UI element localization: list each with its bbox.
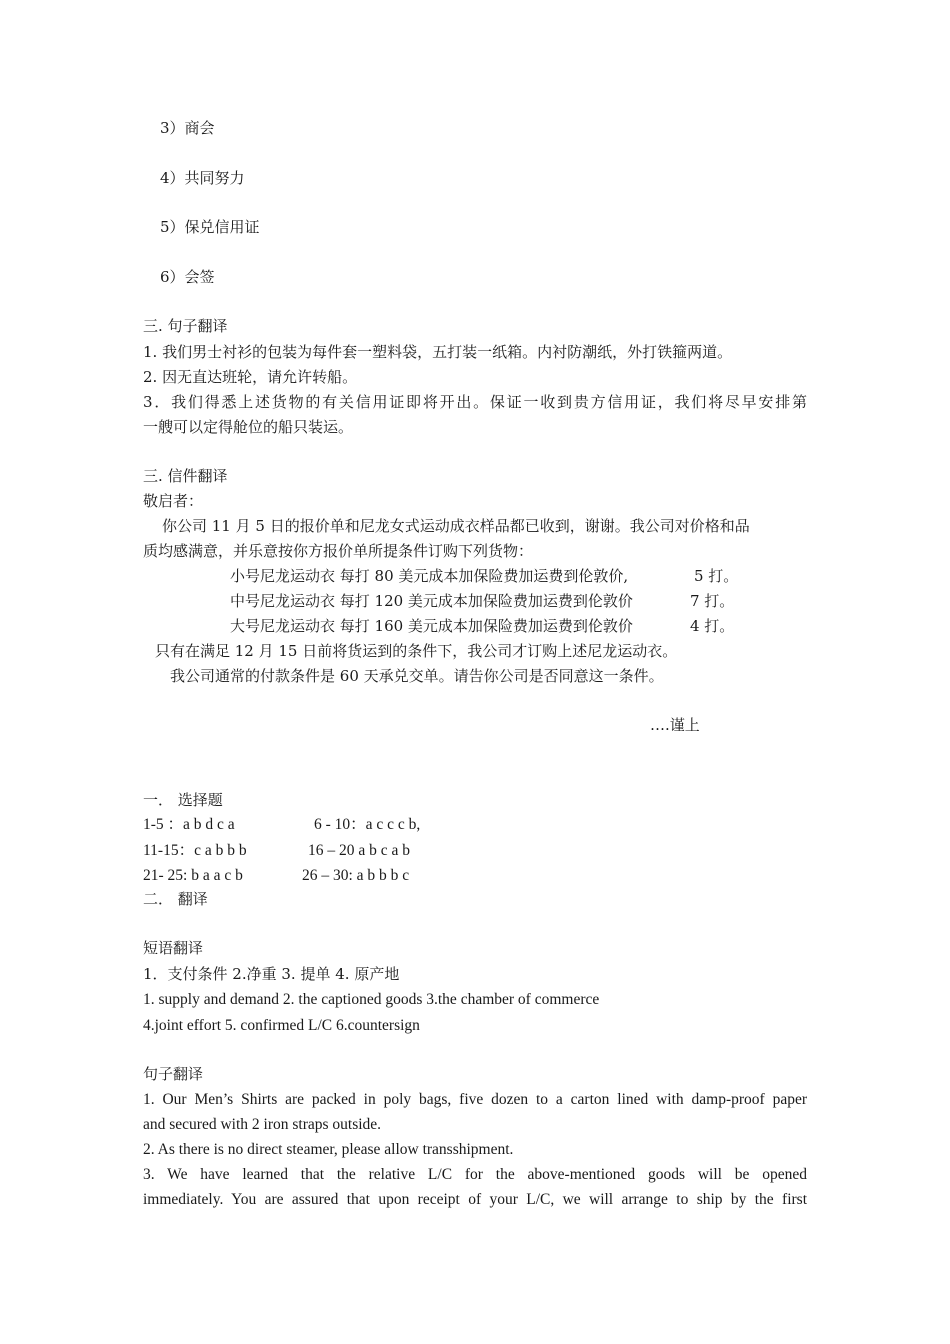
sentence-answer-2: 2. As there is no direct steamer, please allow transshipment. bbox=[143, 1141, 514, 1158]
letter-paragraph-3: 我公司通常的付款条件是 60 天承兑交单。请告你公司是否同意这一条件。 bbox=[170, 667, 664, 685]
choice-answers-16-20: 16 – 20 a b c a b bbox=[308, 842, 411, 859]
answers-heading-choice: 一． 选择题 bbox=[143, 791, 223, 809]
sentence-1: 1. 我们男士衬衫的包装为每件套一塑料袋，五打装一纸箱。内衬防潮纸，外打铁箍两道。 bbox=[143, 343, 733, 361]
sentence-answer-1-line-2: and secured with 2 iron straps outside. bbox=[143, 1116, 382, 1133]
sentence-answer-1-line-1: 1. Our Men’s Shirts are packed in poly bags, five dozen to a carton lined with damp-proof paper bbox=[143, 1091, 807, 1108]
letter-paragraph-1-line-1: 你公司 11 月 5 日的报价单和尼龙女式运动成衣样品都已收到，谢谢。我公司对价格和品 bbox=[162, 517, 750, 535]
order-item-small-qty: 5 打。 bbox=[694, 567, 739, 585]
order-item-medium: 中号尼龙运动衣 每打 120 美元成本加保险费加运费到伦敦价 bbox=[230, 592, 633, 610]
choice-answers-11-15: 11-15：c a b b b bbox=[143, 842, 247, 859]
phrase-answers-en-1: 1. supply and demand 2. the captioned goods 3.the chamber of commerce bbox=[143, 991, 600, 1008]
phrase-item-6: 6）会签 bbox=[160, 268, 215, 286]
sentence-translation-heading: 句子翻译 bbox=[143, 1065, 204, 1083]
phrase-item-4: 4）共同努力 bbox=[160, 169, 245, 187]
answers-heading-translation: 二． 翻译 bbox=[143, 890, 208, 908]
phrase-answers-cn: 1．支付条件 2.净重 3. 提单 4. 原产地 bbox=[143, 965, 400, 983]
letter-paragraph-2: 只有在满足 12 月 15 日前将货运到的条件下，我公司才订购上述尼龙运动衣。 bbox=[155, 642, 678, 660]
sentence-3-line-1: 3．我们得悉上述货物的有关信用证即将开出。保证一收到贵方信用证，我们将尽早安排第 bbox=[143, 393, 807, 411]
order-item-large-qty: 4 打。 bbox=[690, 617, 735, 635]
letter-closing: ….谨上 bbox=[650, 716, 700, 734]
phrase-item-3: 3）商会 bbox=[160, 119, 215, 137]
phrase-answers-en-2: 4.joint effort 5. confirmed L/C 6.countersign bbox=[143, 1017, 420, 1034]
sentence-2: 2. 因无直达班轮，请允许转船。 bbox=[143, 368, 358, 386]
order-item-small: 小号尼龙运动衣 每打 80 美元成本加保险费加运费到伦敦价, bbox=[230, 567, 629, 585]
order-item-large: 大号尼龙运动衣 每打 160 美元成本加保险费加运费到伦敦价 bbox=[230, 617, 633, 635]
sentence-answer-3-line-1: 3. We have learned that the relative L/C for the above-mentioned goods will be opened bbox=[143, 1166, 807, 1183]
section-heading-letter: 三. 信件翻译 bbox=[143, 467, 228, 485]
choice-answers-21-25: 21- 25: b a a c b bbox=[143, 867, 243, 884]
sentence-answer-3-line-2: immediately. You are assured that upon receipt of your L/C, we will arrange to ship by the first bbox=[143, 1191, 807, 1208]
choice-answers-26-30: 26 – 30: a b b b c bbox=[302, 867, 410, 884]
letter-salutation: 敬启者： bbox=[143, 492, 204, 510]
letter-paragraph-1-line-2: 质均感满意，并乐意按你方报价单所提条件订购下列货物： bbox=[143, 542, 534, 560]
phrase-item-5: 5）保兑信用证 bbox=[160, 218, 260, 236]
order-item-medium-qty: 7 打。 bbox=[690, 592, 735, 610]
sentence-3-line-2: 一艘可以定得舱位的船只装运。 bbox=[143, 418, 354, 436]
phrase-translation-heading: 短语翻译 bbox=[143, 939, 204, 957]
choice-answers-1-5: 1-5 ：a b d c a bbox=[143, 816, 235, 833]
choice-answers-6-10: 6 - 10：a c c c b, bbox=[314, 816, 421, 833]
section-heading-sentences: 三. 句子翻译 bbox=[143, 317, 228, 335]
